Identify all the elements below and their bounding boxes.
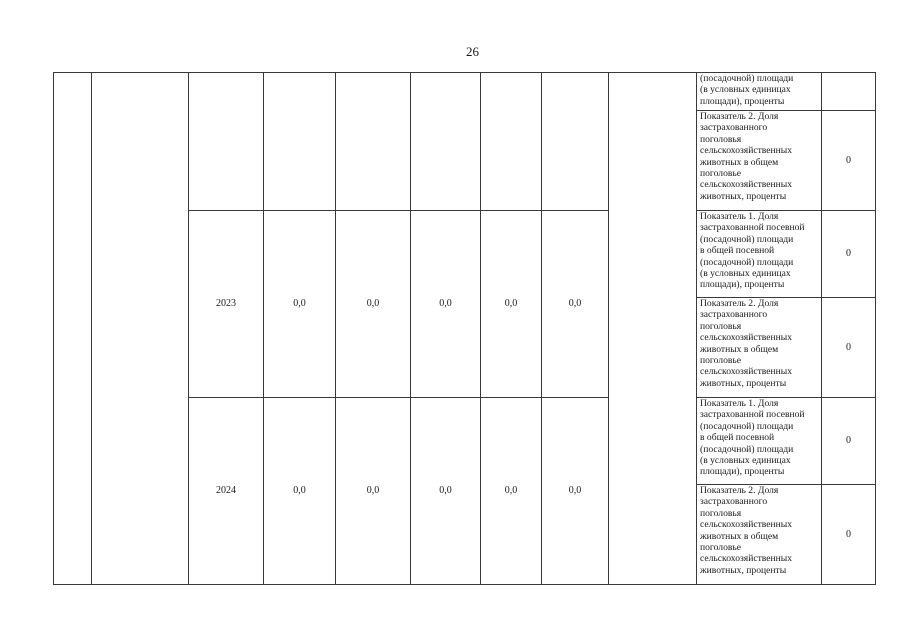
table-cell-value: 0,0 — [481, 398, 542, 585]
table-cell-year: 2024 — [189, 398, 264, 585]
indicator-value: 0 — [822, 298, 876, 398]
table-cell-value: 0,0 — [542, 398, 609, 585]
table-cell-value: 0,0 — [481, 211, 542, 398]
indicator-text: Показатель 1. Доля застрахованной посевной (посадочной) площади в общей посевной (посадочной) площади (в условных единицах площади), проценты — [697, 398, 822, 485]
indicator-value: 0 — [822, 398, 876, 485]
table-cell-executor — [609, 73, 697, 585]
table-cell-value: 0,0 — [411, 211, 481, 398]
page-number: 26 — [466, 44, 479, 59]
indicator-value: 0 — [822, 111, 876, 211]
table-cell-value: 0,0 — [264, 398, 336, 585]
table-cell-value — [542, 73, 609, 211]
table-cell-value: 0,0 — [336, 398, 411, 585]
table-cell-value — [264, 73, 336, 211]
table-cell-year — [189, 73, 264, 211]
table-cell-value: 0,0 — [411, 398, 481, 585]
program-table — [53, 72, 876, 585]
indicator-value: 0 — [822, 211, 876, 298]
table-cell-value — [336, 73, 411, 211]
indicator-text: (посадочной) площади (в условных единицах площади), проценты — [697, 73, 822, 111]
indicator-text: Показатель 2. Доля застрахованного поголовья сельскохозяйственных животных в общем поголовье сельскохозяйственных животных, проценты — [697, 485, 822, 585]
table-cell-value: 0,0 — [336, 211, 411, 398]
indicator-text: Показатель 1. Доля застрахованной посевной (посадочной) площади в общей посевной (посадочной) площади (в условных единицах площади), проценты — [697, 211, 822, 298]
table-cell-value: 0,0 — [264, 211, 336, 398]
table-cell-value: 0,0 — [542, 211, 609, 398]
table-cell-name — [92, 73, 189, 585]
indicator-text: Показатель 2. Доля застрахованного поголовья сельскохозяйственных животных в общем поголовье сельскохозяйственных животных, проценты — [697, 298, 822, 398]
indicator-value — [822, 73, 876, 111]
table-cell-number — [54, 73, 92, 585]
table-cell-value — [481, 73, 542, 211]
table-cell-value — [411, 73, 481, 211]
table-cell-year: 2023 — [189, 211, 264, 398]
indicator-value: 0 — [822, 485, 876, 585]
indicator-text: Показатель 2. Доля застрахованного поголовья сельскохозяйственных животных в общем поголовье сельскохозяйственных животных, проценты — [697, 111, 822, 211]
